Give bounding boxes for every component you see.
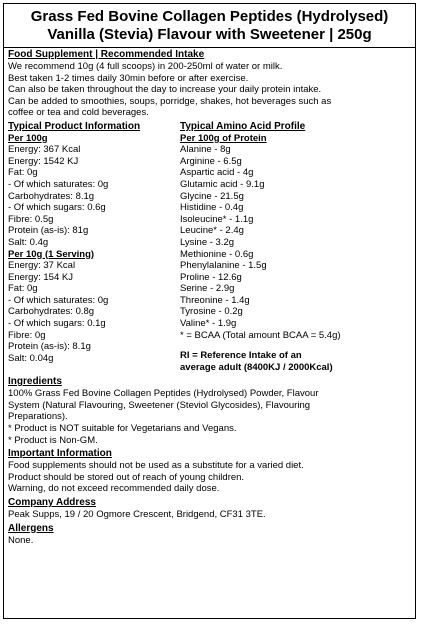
- amino-column: [180, 120, 410, 374]
- allergens-heading: Allergens: [8, 522, 54, 534]
- amino-row: Phenylalanine - 1.5g: [180, 260, 267, 272]
- per-100g-heading: Per 100g: [8, 132, 48, 144]
- ingredients-line: * Product is Non-GM.: [8, 434, 98, 446]
- nutrition-row: Protein (as-is): 8.1g: [8, 341, 91, 353]
- amino-row: Arginine - 6.5g: [180, 155, 242, 167]
- nutrition-row: Energy: 1542 KJ: [8, 155, 79, 167]
- nutrition-row: Fibre: 0g: [8, 329, 46, 341]
- nutrition-row: Protein (as-is): 81g: [8, 225, 89, 237]
- nutrition-row: Salt: 0.4g: [8, 236, 49, 248]
- ingredients-line: * Product is NOT suitable for Vegetarians and Vegans.: [8, 423, 237, 435]
- amino-row: Aspartic acid - 4g: [180, 167, 254, 179]
- amino-sub-heading: Per 100g of Protein: [180, 132, 267, 144]
- supplement-line: Best taken 1-2 times daily 30min before or after exercise.: [8, 72, 249, 84]
- nutrition-row: - Of which sugars: 0.6g: [8, 202, 106, 214]
- bcaa-note: * = BCAA (Total amount BCAA = 5.4g): [180, 329, 341, 341]
- reference-intake-note: [180, 350, 410, 374]
- important-line: Warning, do not exceed recommended daily dose.: [8, 483, 220, 495]
- company-address: Peak Supps, 19 / 20 Ogmore Crescent, Bridgend, CF31 3TE.: [8, 509, 266, 520]
- nutrition-row: Energy: 37 Kcal: [8, 260, 76, 272]
- amino-row: Isoleucine* - 1.1g: [180, 213, 254, 225]
- supplement-heading: Food Supplement | Recommended Intake: [8, 49, 205, 60]
- ingredients-section: [8, 376, 412, 446]
- title-divider: [4, 47, 415, 48]
- nutrition-row: - Of which saturates: 0g: [8, 294, 109, 306]
- ingredients-heading: Ingredients: [8, 376, 62, 388]
- nutrition-column: [8, 120, 180, 374]
- amino-row: Glycine - 21.5g: [180, 190, 244, 202]
- nutrition-row: Fat: 0g: [8, 283, 38, 295]
- amino-row: Threonine - 1.4g: [180, 294, 250, 306]
- product-label: [3, 3, 416, 619]
- amino-row: Leucine* - 2.4g: [180, 225, 244, 237]
- nutrition-row: Fibre: 0.5g: [8, 213, 54, 225]
- ingredients-line: System (Natural Flavouring, Sweetener (Steviol Glycosides), Flavouring: [8, 399, 311, 411]
- label-body: [4, 49, 415, 546]
- amino-row: Methionine - 0.6g: [180, 248, 254, 260]
- important-line: Food supplements should not be used as a substitute for a varied diet.: [8, 460, 304, 472]
- allergens-value: None.: [8, 534, 34, 546]
- nutrition-row: - Of which sugars: 0.1g: [8, 318, 106, 330]
- supplement-text: [8, 61, 412, 119]
- amino-heading: Typical Amino Acid Profile: [180, 120, 306, 132]
- supplement-line: Can also be taken throughout the day to increase your daily protein intake.: [8, 84, 322, 96]
- title-line-1: Grass Fed Bovine Collagen Peptides (Hydrolysed): [30, 8, 389, 25]
- allergens-section: [8, 523, 412, 547]
- ri-line-2: average adult (8400KJ / 2000Kcal): [180, 362, 333, 374]
- company-section: [8, 497, 412, 521]
- amino-row: Glutamic acid - 9.1g: [180, 178, 265, 190]
- nutrition-row: - Of which saturates: 0g: [8, 178, 109, 190]
- title-line-2: Vanilla (Stevia) Flavour with Sweetener | 250g: [47, 26, 372, 43]
- amino-row: Lysine - 3.2g: [180, 236, 235, 248]
- amino-row: Alanine - 8g: [180, 144, 231, 156]
- nutrition-row: Fat: 0g: [8, 167, 38, 179]
- amino-row: Valine* - 1.9g: [180, 318, 237, 330]
- important-heading: Important Information: [8, 448, 112, 460]
- supplement-line: Can be added to smoothies, soups, porridge, shakes, hot beverages such as: [8, 95, 332, 107]
- amino-row: Tyrosine - 0.2g: [180, 306, 243, 318]
- amino-row: Proline - 12.6g: [180, 271, 242, 283]
- nutrition-row: Carbohydrates: 0.8g: [8, 306, 95, 318]
- supplement-line: coffee or tea and cold beverages.: [8, 107, 149, 119]
- nutrition-row: Energy: 154 KJ: [8, 271, 73, 283]
- nutrition-row: Energy: 367 Kcal: [8, 144, 81, 156]
- important-line: Product should be stored out of reach of young children.: [8, 471, 245, 483]
- nutrition-row: Carbohydrates: 8.1g: [8, 190, 95, 202]
- product-title: [4, 8, 415, 44]
- per-serving-heading: Per 10g (1 Serving): [8, 248, 95, 260]
- supplement-line: We recommend 10g (4 full scoops) in 200-250ml of water or milk.: [8, 61, 283, 72]
- company-heading: Company Address: [8, 497, 96, 508]
- amino-row: Histidine - 0.4g: [180, 202, 244, 214]
- ingredients-line: 100% Grass Fed Bovine Collagen Peptides (Hydrolysed) Powder, Flavour: [8, 388, 319, 400]
- nutrition-row: Salt: 0.04g: [8, 352, 54, 364]
- important-section: [8, 448, 412, 495]
- nutrition-columns: [8, 120, 412, 374]
- ri-line-1: RI = Reference Intake of an: [180, 350, 302, 362]
- ingredients-line: Preparations).: [8, 411, 68, 423]
- amino-row: Serine - 2.9g: [180, 283, 235, 295]
- nutrition-heading: Typical Product Information: [8, 120, 141, 132]
